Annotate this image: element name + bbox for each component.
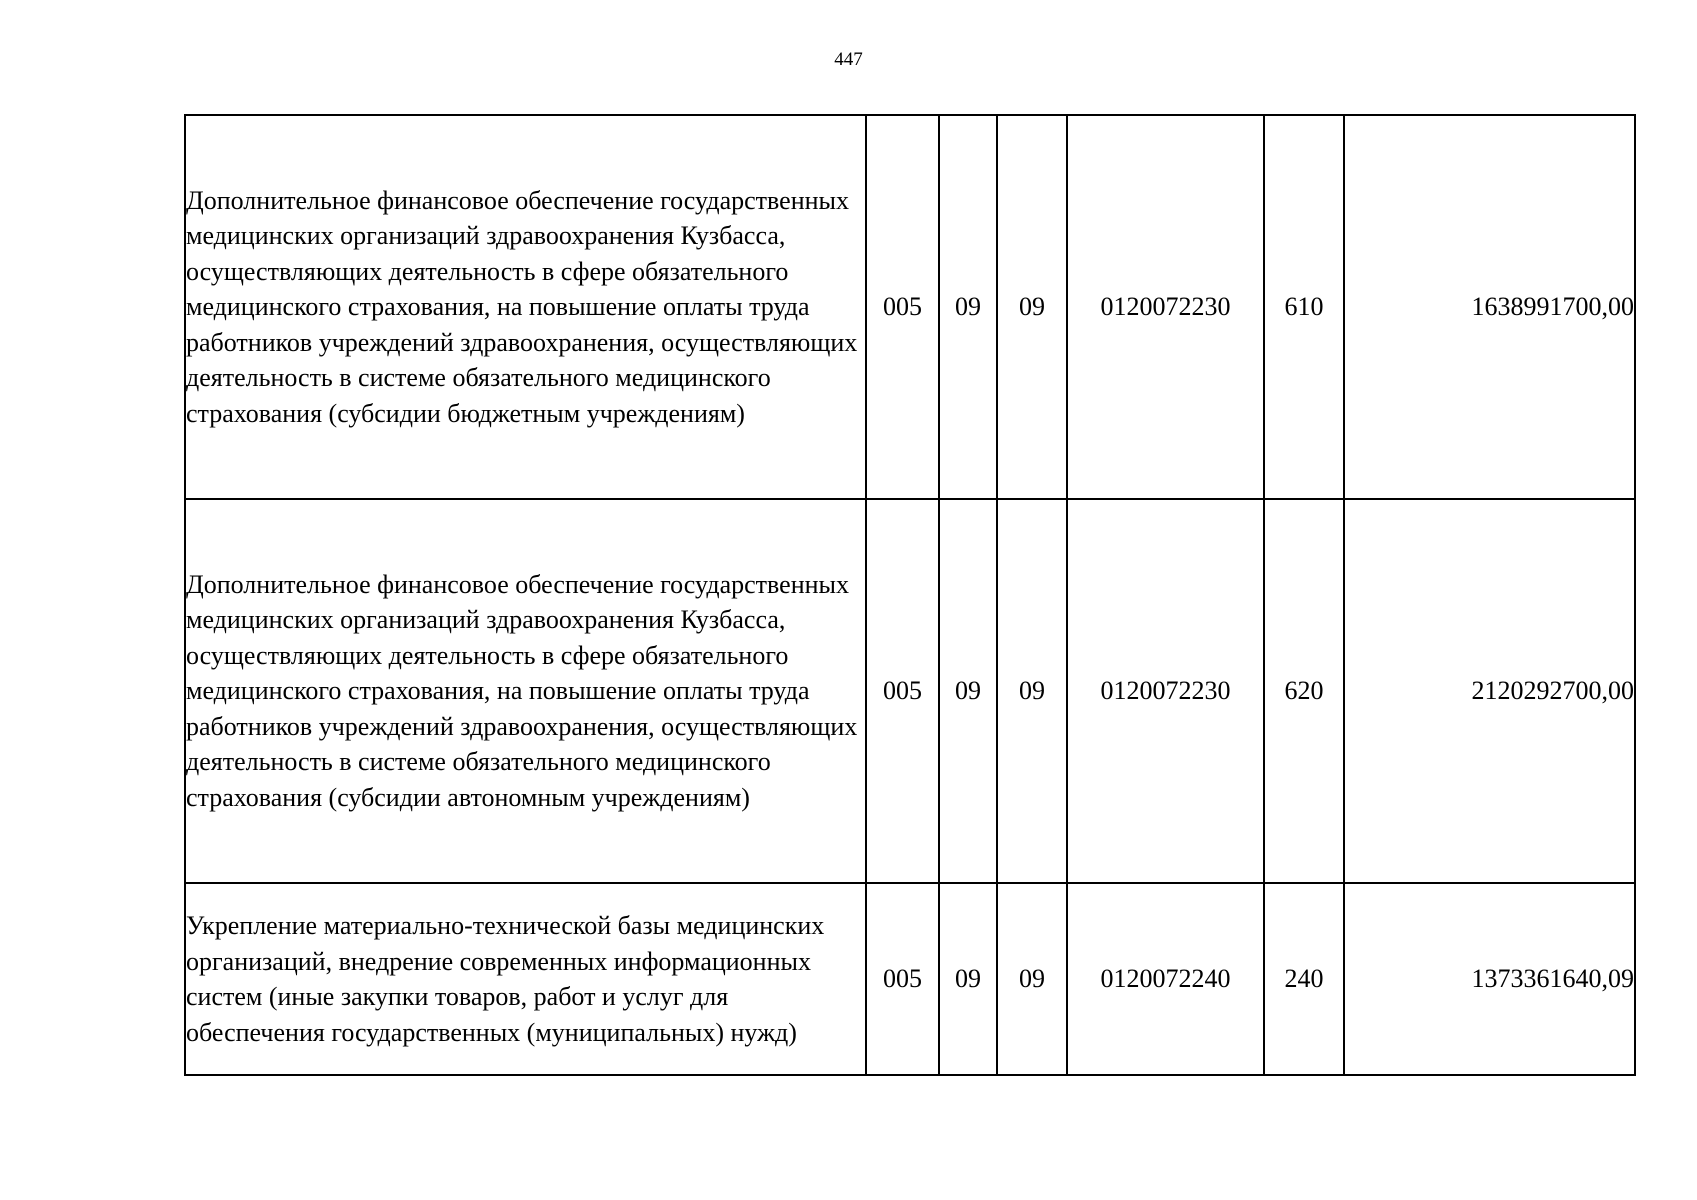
target-article-cell: 0120072230	[1067, 499, 1264, 883]
expense-description: Дополнительное финансовое обеспечение государственных медицинских организаций здравоохранения Кузбасса, осуществляющих деятельность в сфере обязательного медицинского страхования, на повышение оплаты труда работников учреждений здравоохранения, осуществляющих деятельность в системе обязательного медицинского страхования (субсидии автономным учреждениям)	[186, 569, 858, 812]
expense-description-cell	[185, 883, 866, 1075]
subsection-code-cell: 09	[997, 499, 1067, 883]
target-article-cell: 0120072240	[1067, 883, 1264, 1075]
subsection-code-cell: 09	[997, 115, 1067, 499]
table-row	[185, 115, 1635, 499]
ministry-code-cell: 005	[866, 115, 939, 499]
budget-table	[184, 114, 1636, 1076]
table-row	[185, 883, 1635, 1075]
expense-description: Дополнительное финансовое обеспечение государственных медицинских организаций здравоохранения Кузбасса, осуществляющих деятельность в сфере обязательного медицинского страхования, на повышение оплаты труда работников учреждений здравоохранения, осуществляющих деятельность в системе обязательного медицинского страхования (субсидии бюджетным учреждениям)	[186, 185, 858, 428]
expense-description-cell	[185, 115, 866, 499]
expense-type-cell: 240	[1264, 883, 1344, 1075]
page-number: 447	[834, 49, 863, 70]
expense-description: Укрепление материально-технической базы медицинских организаций, внедрение современных информационных систем (иные закупки товаров, работ и услуг для обеспечения государственных (муниципальных) нужд)	[186, 911, 825, 1047]
amount-cell: 2120292700,00	[1344, 499, 1635, 883]
amount-cell: 1373361640,09	[1344, 883, 1635, 1075]
section-code-cell: 09	[939, 883, 997, 1075]
target-article-cell: 0120072230	[1067, 115, 1264, 499]
section-code-cell: 09	[939, 115, 997, 499]
expense-type-cell: 620	[1264, 499, 1344, 883]
table-row	[185, 499, 1635, 883]
section-code-cell: 09	[939, 499, 997, 883]
expense-description-cell	[185, 499, 866, 883]
ministry-code-cell: 005	[866, 499, 939, 883]
amount-cell: 1638991700,00	[1344, 115, 1635, 499]
expense-type-cell: 610	[1264, 115, 1344, 499]
ministry-code-cell: 005	[866, 883, 939, 1075]
subsection-code-cell: 09	[997, 883, 1067, 1075]
